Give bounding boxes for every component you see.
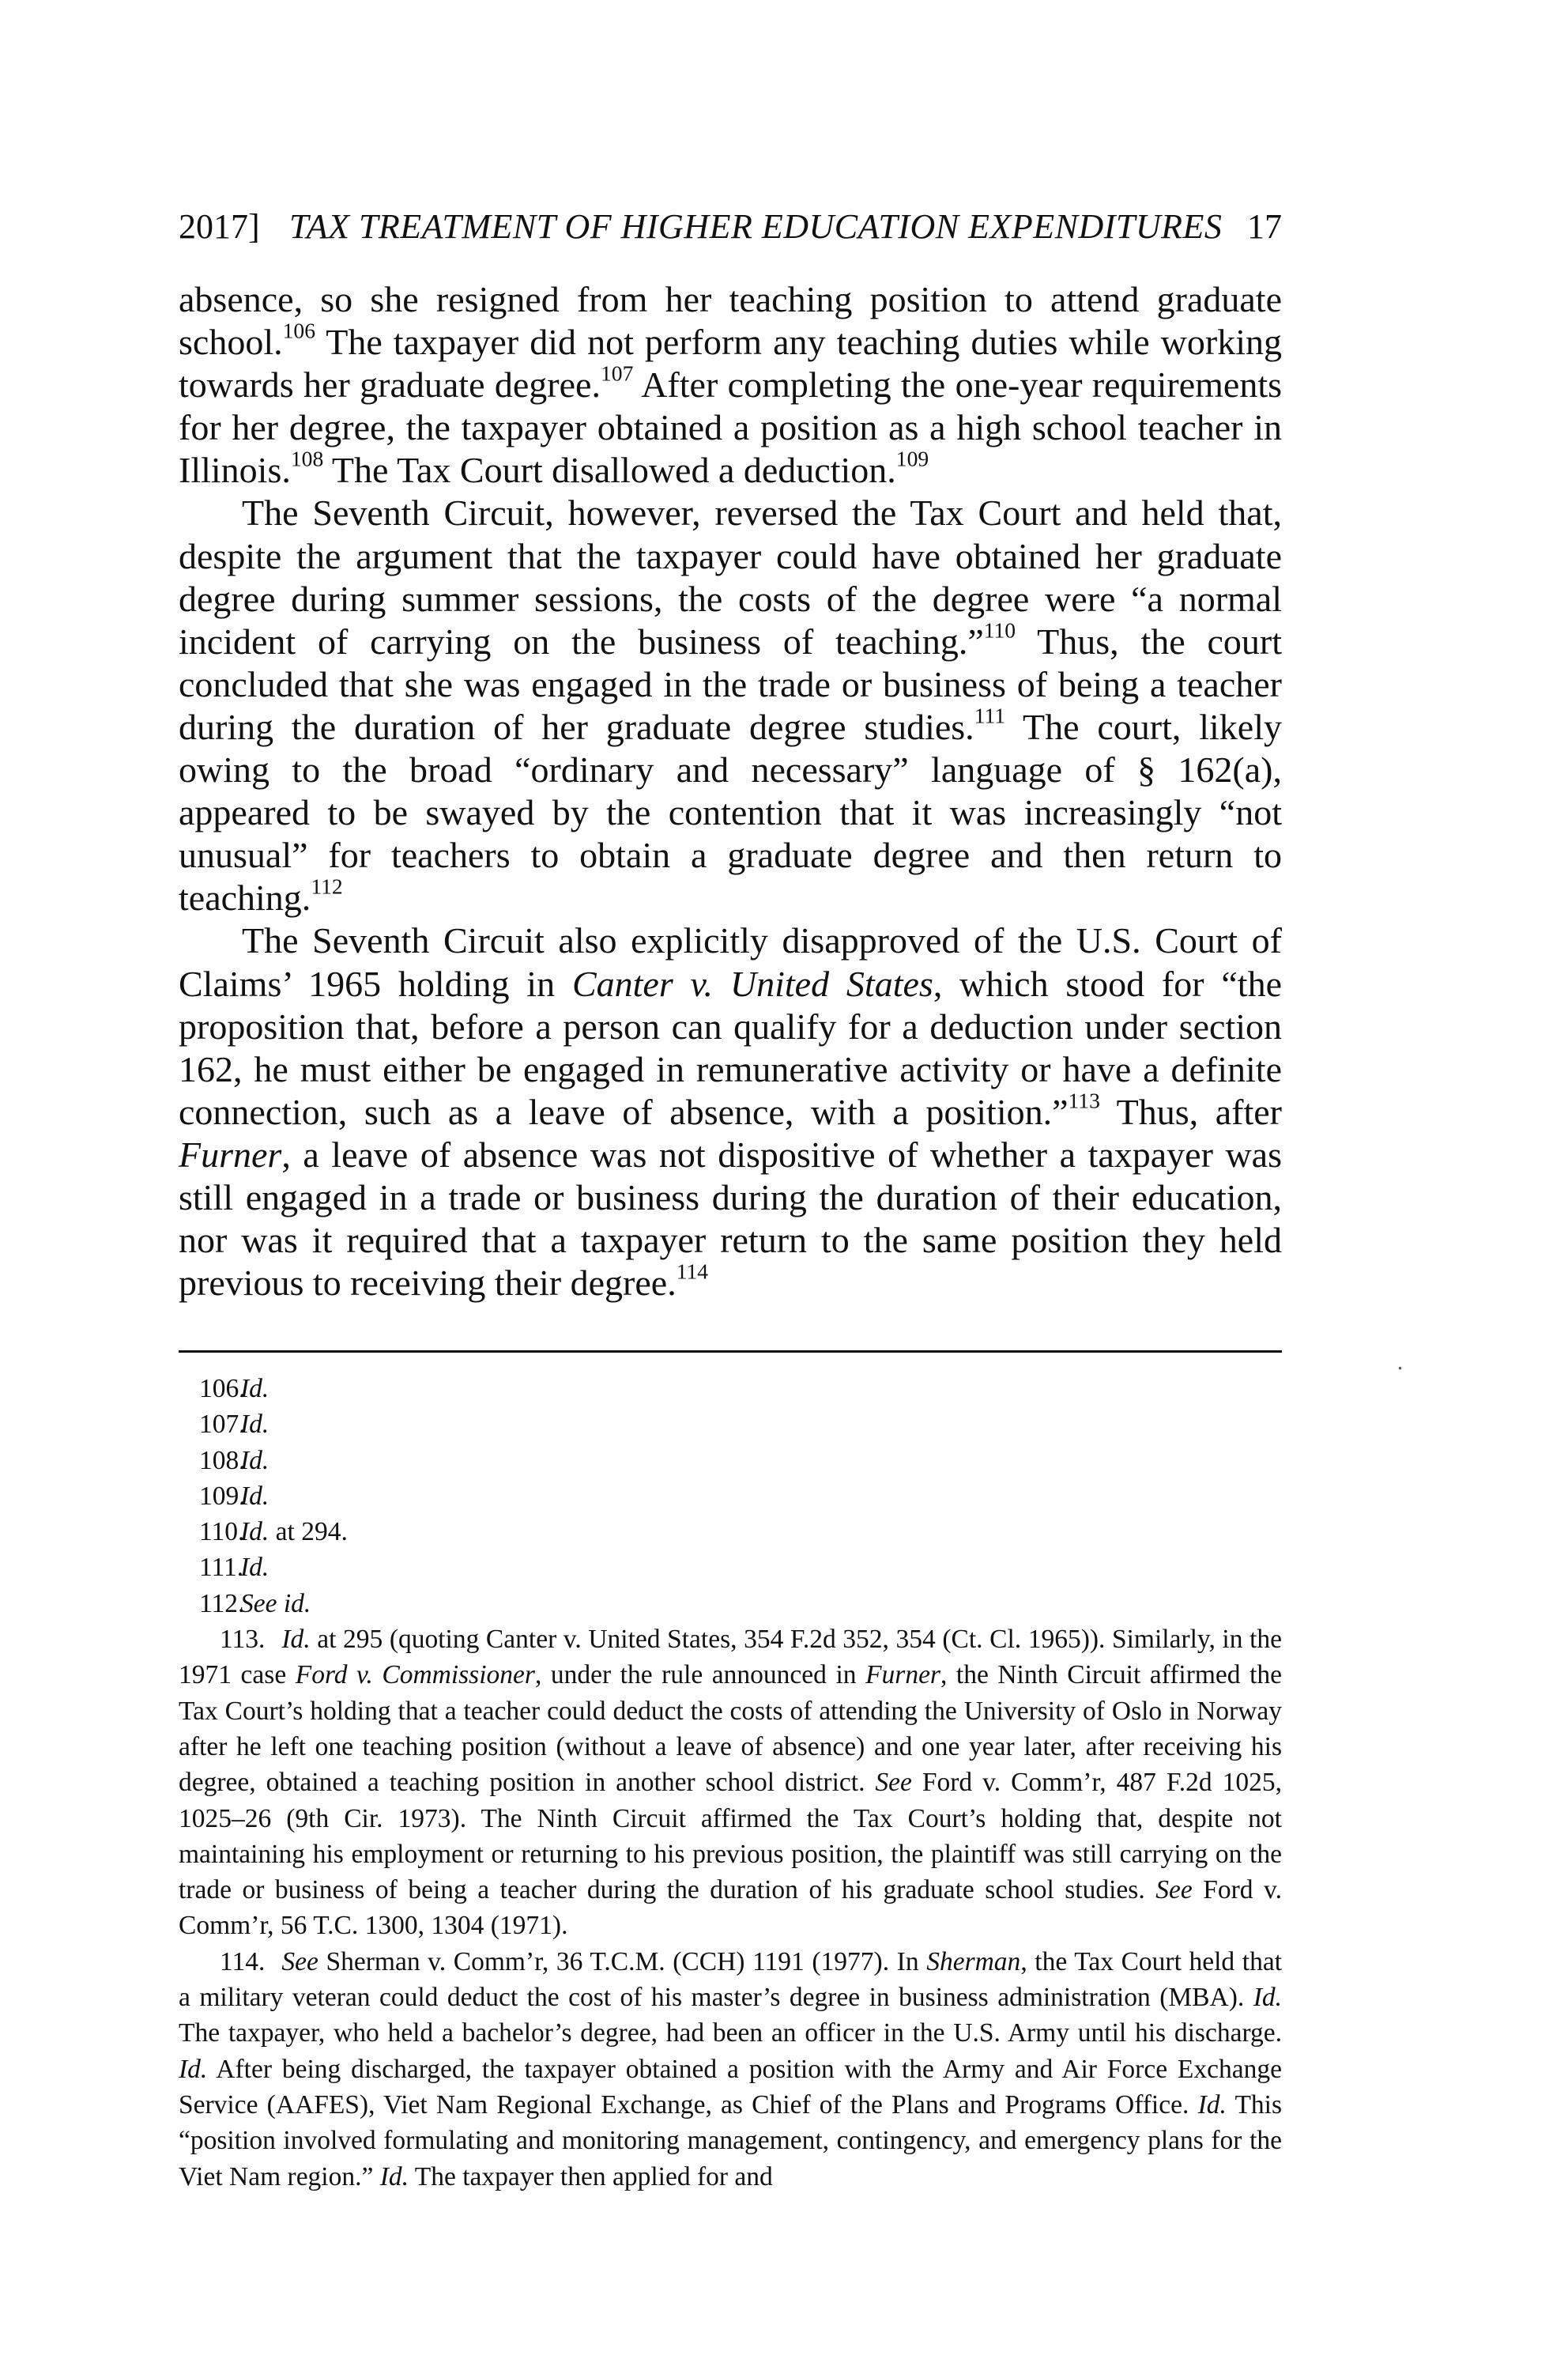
footnote-ref-113[interactable]: 113 <box>1068 1088 1100 1113</box>
footnote-number: 114. <box>220 1946 266 1976</box>
footnote-text: The taxpayer then applied for and <box>409 2161 773 2191</box>
footnote-109 <box>179 1478 1282 1514</box>
footnote-number: 108. <box>199 1445 246 1475</box>
page-number: 17 <box>1247 207 1282 246</box>
text-run: , which stood for “the proposition that, before a person can qualify for a deduction under section 162, he must either be engaged in remunerative activity or have a definite connection, such as a leave of absence, with a position.” <box>179 963 1283 1132</box>
footnote-text: at 294. <box>269 1517 348 1547</box>
header-year: 2017] <box>179 207 260 246</box>
footnote-text: See id. <box>240 1588 311 1618</box>
footnote-text: Ford v. Comm’r, 56 T.C. 1300, 1304 (1971). <box>179 1875 1282 1941</box>
text-run: The court, likely owing to the broad “ordinary and necessary” language of § 162(a), appeared to be swayed by the contention that it was increasingly “not unusual” for teachers to obtain a graduate degree and then return to teaching. <box>179 706 1282 919</box>
paragraph-1 <box>179 278 1282 492</box>
footnote-number: 106. <box>199 1374 246 1403</box>
footnote-divider <box>179 1350 1282 1353</box>
paragraph-2 <box>179 492 1282 919</box>
footnote-106 <box>179 1371 1282 1406</box>
signal: Id. <box>1197 2089 1227 2120</box>
footnote-text: Sherman v. Comm’r, 36 T.C.M. (CCH) 1191 (1977). In <box>318 1946 927 1976</box>
footnote-text: Id. <box>240 1410 270 1440</box>
footnote-ref-112[interactable]: 112 <box>311 874 343 899</box>
text-run: , a leave of absence was not dispositive of whether a taxpayer was still engaged in a trade or business during the duration of their education, nor was it required that a taxpayer return to the same position they held previous to receiving their degree. <box>179 1134 1282 1304</box>
footnote-text: at 295 (quoting Canter v. United States, 354 F.2d 352, 354 (Ct. Cl. 1965)). Similarly, in the 1971 case <box>179 1625 1282 1690</box>
text-run: Thus, the court concluded that she was engaged in the trade or business of being a teacher during the duration of her graduate degree studies. <box>179 621 1282 747</box>
footnote-ref-106[interactable]: 106 <box>282 318 315 343</box>
footnote-number: 110. <box>199 1517 245 1547</box>
running-header <box>179 199 1282 255</box>
footnote-text: , the Tax Court held that a military veteran could deduct the cost of his master’s degree in business administration (MBA). <box>179 1946 1282 2013</box>
text-run: After completing the one-year requirements for her degree, the taxpayer obtained a position as a high school teacher in Illinois. <box>179 364 1282 491</box>
footnote-ref-111[interactable]: 111 <box>974 703 1006 728</box>
text-run: The taxpayer did not perform any teaching duties while working towards her graduate degree. <box>179 322 1282 406</box>
signal: Id. <box>179 2054 208 2084</box>
footnotes <box>179 1371 1282 2195</box>
footnote-ref-110[interactable]: 110 <box>983 617 1016 643</box>
footnote-number: 109. <box>199 1481 246 1511</box>
case-name: Ford v. Commissioner <box>295 1660 535 1690</box>
footnote-ref-108[interactable]: 108 <box>290 446 324 471</box>
scan-mark: ⸱ <box>1397 1357 1403 1380</box>
footnote-number: 113. <box>220 1625 266 1655</box>
case-name: Canter v. United States <box>571 963 933 1004</box>
text-run: The Tax Court disallowed a deduction. <box>323 450 896 491</box>
case-name: Furner <box>179 1134 282 1175</box>
footnote-text: Id. <box>240 1553 270 1583</box>
footnote-text: The taxpayer, who held a bachelor’s degree, had been an officer in the U.S. Army until his discharge. <box>179 2018 1282 2048</box>
footnote-text: Id. <box>240 1481 270 1511</box>
signal: Id. <box>379 2161 409 2191</box>
footnote-ref-107[interactable]: 107 <box>600 360 634 386</box>
footnote-text: This “position involved formulating and monitoring management, contingency, and emergency plans for the Viet Nam region.” <box>179 2089 1283 2191</box>
footnote-text: , under the rule announced in <box>534 1660 866 1690</box>
footnote-number: 107. <box>199 1410 246 1440</box>
footnote-text: Id. <box>240 1517 270 1547</box>
footnote-text: After being discharged, the taxpayer obtained a position with the Army and Air Force Exchange Service (AAFES), Viet Nam Regional Exchange, as Chief of the Plans and Programs Office. <box>179 2054 1282 2120</box>
header-title: TAX TREATMENT OF HIGHER EDUCATION EXPENDITURES <box>289 207 1223 246</box>
footnote-text: Id. <box>240 1445 270 1475</box>
footnote-ref-109[interactable]: 109 <box>895 446 929 471</box>
text-run: The Seventh Circuit also explicitly disapproved of the U.S. Court of Claims’ 1965 holding in <box>179 920 1282 1004</box>
footnote-112 <box>179 1586 1282 1621</box>
signal: See <box>281 1946 318 1976</box>
footnote-107 <box>179 1406 1282 1442</box>
footnote-text: Ford v. Comm’r, 487 F.2d 1025, 1025–26 (9th Cir. 1973). The Ninth Circuit affirmed the Tax Court’s holding that, despite not maintaining his employment or returning to his previous position, the plaintiff was still carrying on the trade or business of being a teacher during the duration of his graduate school studies. <box>179 1768 1282 1905</box>
signal: Id. <box>1253 1983 1282 2013</box>
footnote-110 <box>179 1514 1282 1550</box>
footnote-108 <box>179 1443 1282 1478</box>
footnote-text: Id. <box>281 1625 311 1655</box>
case-name: Furner <box>865 1660 940 1690</box>
text-run: Thus, after <box>1099 1091 1283 1132</box>
footnote-text: , the Ninth Circuit affirmed the Tax Court’s holding that a teacher could deduct the costs of attending the University of Oslo in Norway after he left one teaching position (without a leave of absence) and one year later, after receiving his degree, obtained a teaching position in another school district. <box>179 1660 1282 1798</box>
footnote-114 <box>179 1944 1282 2195</box>
case-name: Sherman <box>926 1946 1021 1976</box>
footnote-113 <box>179 1621 1282 1944</box>
text-run: absence, so she resigned from her teaching position to attend graduate school. <box>179 279 1282 363</box>
signal: See <box>1155 1875 1193 1905</box>
footnote-number: 112. <box>199 1588 245 1618</box>
footnote-111 <box>179 1550 1282 1585</box>
text-run: The Seventh Circuit, however, reversed the Tax Court and held that, despite the argument that the taxpayer could have obtained her graduate degree during summer sessions, the costs of the degree were “a normal incident of carrying on the business of teaching.” <box>179 493 1282 662</box>
body-text <box>179 278 1282 1304</box>
paragraph-3 <box>179 919 1282 1304</box>
footnote-ref-114[interactable]: 114 <box>676 1259 709 1284</box>
footnote-text: Id. <box>240 1374 270 1403</box>
footnote-number: 111. <box>199 1553 244 1583</box>
signal: See <box>875 1768 912 1798</box>
